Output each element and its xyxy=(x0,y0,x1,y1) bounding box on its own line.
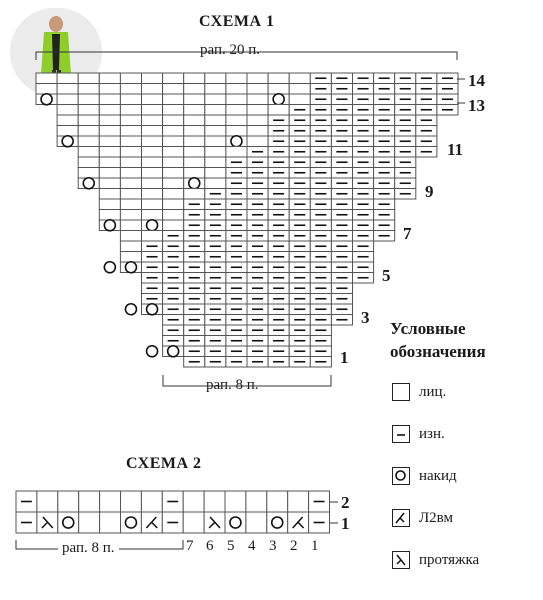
chart2-cell xyxy=(58,491,79,512)
scheme2-col-number: 5 xyxy=(227,538,235,554)
chart2-cell xyxy=(204,491,225,512)
scheme1-row-label: 13 xyxy=(468,96,485,115)
scheme2-repeat-8-label: рап. 8 п. xyxy=(58,540,119,556)
scheme2-col-number: 4 xyxy=(248,538,256,554)
yarn-over-mark xyxy=(272,517,283,528)
scheme2-row-label: 1 xyxy=(341,514,350,533)
chart2-cell xyxy=(100,512,121,533)
chart2-cell xyxy=(267,491,288,512)
scheme1-row-label: 11 xyxy=(447,140,464,159)
legend-title-line2: обозначения xyxy=(390,342,486,361)
chart2-cell xyxy=(79,512,100,533)
legend-label: протяжка xyxy=(419,551,480,568)
legend-label: лиц. xyxy=(419,383,447,400)
scheme2-col-number: 7 xyxy=(186,538,194,554)
chart2-cell xyxy=(37,491,58,512)
scheme1-row-label: 14 xyxy=(468,71,485,90)
scheme1-repeat-8-label: рап. 8 п. xyxy=(202,377,263,393)
scheme2-col-number: 2 xyxy=(290,538,298,554)
chart2-cell xyxy=(288,491,309,512)
scheme1-row-label: 1 xyxy=(340,348,349,367)
chart2-cell xyxy=(100,491,121,512)
chart2-cell xyxy=(183,512,204,533)
scheme2-col-number: 1 xyxy=(311,538,319,554)
scheme1-row-label: 5 xyxy=(382,266,391,285)
scheme2-col-number: 3 xyxy=(269,538,277,554)
scheme1-title: СХЕМА 1 xyxy=(199,13,275,30)
scheme1-row-label: 7 xyxy=(403,224,412,243)
chart2-cell xyxy=(141,491,162,512)
chart2-cell xyxy=(246,512,267,533)
scheme1-repeat-20-label: рап. 20 п. xyxy=(196,42,264,58)
yarn-over-mark xyxy=(63,517,74,528)
yarn-over-mark xyxy=(230,517,241,528)
legend-label: изн. xyxy=(419,425,445,442)
legend-label: Л2вм xyxy=(419,509,453,526)
chart2-cell xyxy=(79,491,100,512)
legend-label: накид xyxy=(419,467,457,484)
yarn-over-mark xyxy=(125,517,136,528)
chart2-cell xyxy=(246,491,267,512)
scheme2-title: СХЕМА 2 xyxy=(126,455,202,472)
scheme2-col-number: 6 xyxy=(206,538,214,554)
chart2-cell xyxy=(183,491,204,512)
legend-title-line1: Условные xyxy=(390,319,466,338)
chart2-cell xyxy=(225,491,246,512)
scheme2-row-label: 2 xyxy=(341,493,350,512)
scheme1-row-label: 3 xyxy=(361,308,370,327)
scheme1-row-label: 9 xyxy=(425,182,434,201)
chart2-cell xyxy=(121,491,142,512)
